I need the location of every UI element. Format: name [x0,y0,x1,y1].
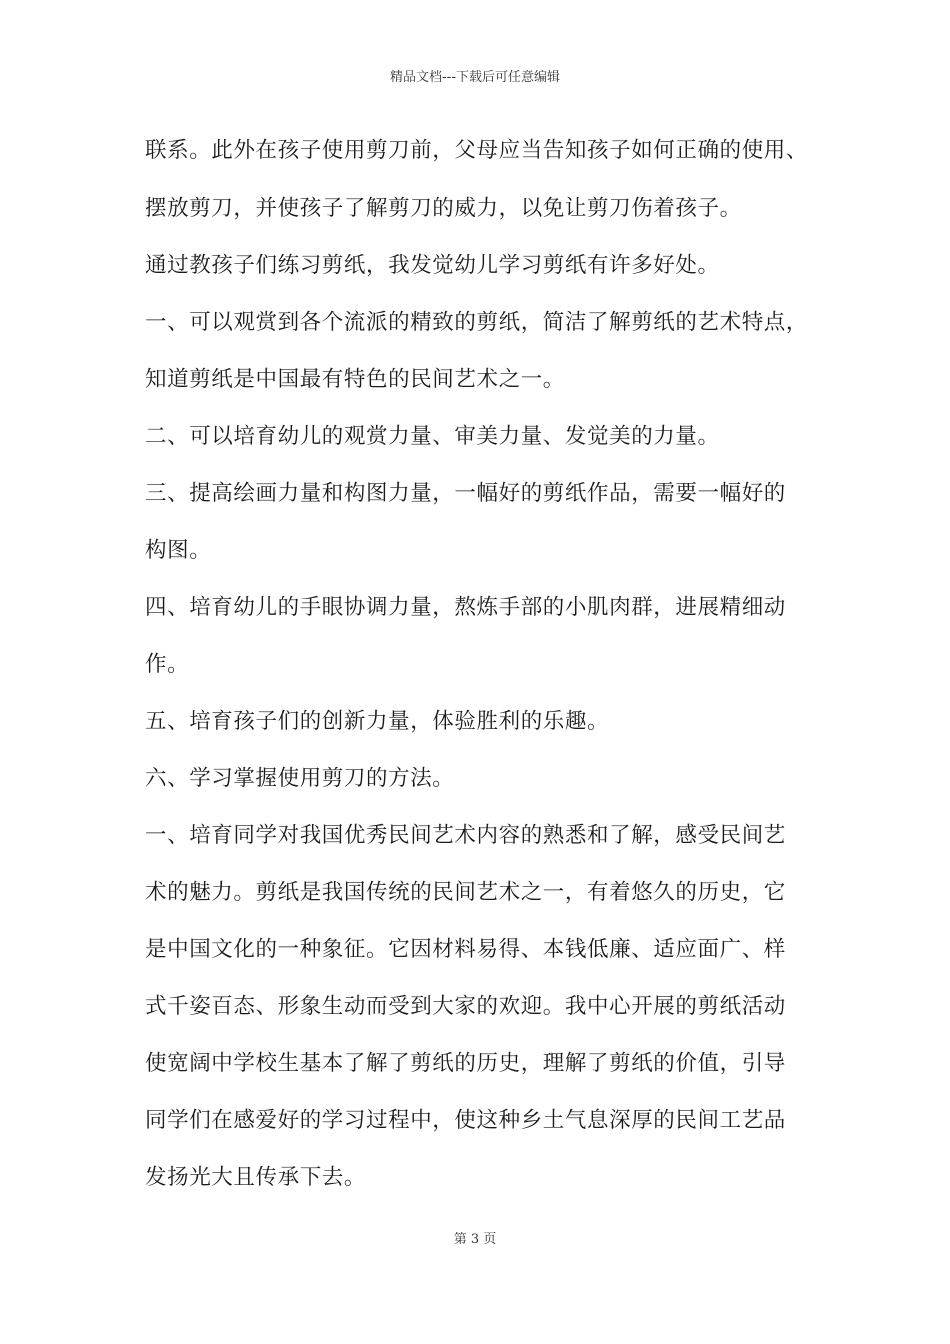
body-line-5: 知道剪纸是中国最有特色的民间艺术之一。 [145,367,565,392]
body-line-6: 二、可以培育幼儿的观赏力量、审美力量、发觉美的力量。 [145,424,720,449]
body-line-9: 四、培育幼儿的手眼协调力量，熬炼手部的小肌肉群，进展精细动 [145,595,786,620]
body-line-14: 术的魅力。剪纸是我国传统的民间艺术之一，有着悠久的历史，它 [145,880,786,905]
body-line-10: 作。 [145,652,190,677]
body-line-16: 式千姿百态、形象生动而受到大家的欢迎。我中心开展的剪纸活动 [145,994,786,1019]
body-line-4: 一、可以观赏到各个流派的精致的剪纸，简洁了解剪纸的艺术特点， [145,310,809,335]
body-line-19: 发扬光大且传承下去。 [145,1165,367,1190]
page-number: 第 3 页 [453,1232,497,1247]
body-line-8: 构图。 [145,538,212,563]
body-line-17: 使宽阔中学校生基本了解了剪纸的历史，理解了剪纸的价值，引导 [145,1051,786,1076]
body-line-18: 同学们在感爱好的学习过程中，使这种乡土气息深厚的民间工艺品 [145,1108,786,1133]
body-line-13: 一、培育同学对我国优秀民间艺术内容的熟悉和了解，感受民间艺 [145,823,786,848]
body-line-3: 通过教孩子们练习剪纸，我发觉幼儿学习剪纸有许多好处。 [145,253,720,278]
body-line-12: 六、学习掌握使用剪刀的方法。 [145,766,455,791]
body-line-15: 是中国文化的一种象征。它因材料易得、本钱低廉、适应面广、样 [145,937,786,962]
body-line-7: 三、提高绘画力量和构图力量，一幅好的剪纸作品，需要一幅好的 [145,481,786,506]
body-line-2: 摆放剪刀，并使孩子了解剪刀的威力，以免让剪刀伤着孩子。 [145,196,742,221]
body-line-11: 五、培育孩子们的创新力量，体验胜利的乐趣。 [145,709,610,734]
body-line-1: 联系。此外在孩子使用剪刀前，父母应当告知孩子如何正确的使用、 [145,138,809,163]
page-header: 精品文档---下载后可任意编辑 [389,70,561,85]
